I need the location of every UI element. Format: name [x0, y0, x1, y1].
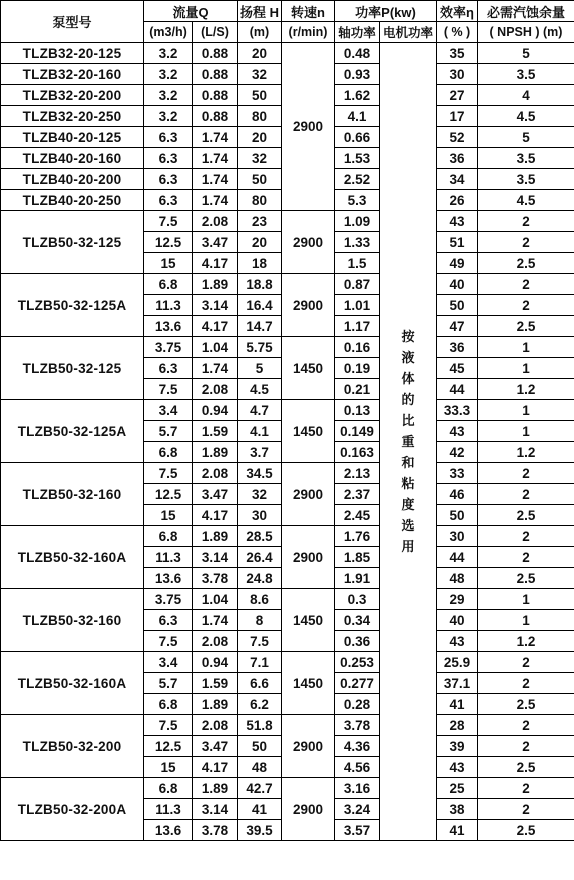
flow-ls-cell: 4.17: [193, 757, 238, 778]
efficiency-cell: 43: [437, 421, 478, 442]
flow-m3h-cell: 11.3: [144, 295, 193, 316]
header-flow: 流量Q: [144, 1, 238, 22]
flow-m3h-cell: 7.5: [144, 631, 193, 652]
flow-m3h-cell: 7.5: [144, 463, 193, 484]
efficiency-cell: 49: [437, 253, 478, 274]
shaft-power-cell: 0.28: [335, 694, 380, 715]
header-head: 扬程 H: [238, 1, 282, 22]
shaft-power-cell: 3.57: [335, 820, 380, 841]
head-cell: 26.4: [238, 547, 282, 568]
flow-ls-cell: 3.47: [193, 484, 238, 505]
table-row: [1, 337, 574, 358]
head-cell: 6.2: [238, 694, 282, 715]
npsh-cell: 2: [478, 736, 574, 757]
speed-cell: 2900: [282, 463, 335, 526]
motor-note-char: 体: [401, 371, 415, 386]
head-cell: 30: [238, 505, 282, 526]
head-cell: 4.1: [238, 421, 282, 442]
flow-ls-cell: 1.59: [193, 421, 238, 442]
head-cell: 24.8: [238, 568, 282, 589]
head-cell: 20: [238, 232, 282, 253]
flow-ls-cell: 3.78: [193, 568, 238, 589]
efficiency-cell: 52: [437, 127, 478, 148]
flow-ls-cell: 4.17: [193, 505, 238, 526]
efficiency-cell: 50: [437, 295, 478, 316]
efficiency-cell: 25.9: [437, 652, 478, 673]
shaft-power-cell: 0.16: [335, 337, 380, 358]
flow-m3h-cell: 3.75: [144, 589, 193, 610]
motor-power-note: [380, 43, 437, 841]
shaft-power-cell: 2.52: [335, 169, 380, 190]
model-cell: TLZB50-32-200: [1, 715, 144, 778]
model-cell: TLZB50-32-200A: [1, 778, 144, 841]
shaft-power-cell: 3.24: [335, 799, 380, 820]
flow-ls-cell: 0.88: [193, 106, 238, 127]
efficiency-cell: 37.1: [437, 673, 478, 694]
flow-ls-cell: 0.88: [193, 64, 238, 85]
table-row: [1, 211, 574, 232]
flow-ls-cell: 1.74: [193, 148, 238, 169]
npsh-cell: 2.5: [478, 757, 574, 778]
npsh-cell: 2: [478, 778, 574, 799]
npsh-cell: 1: [478, 421, 574, 442]
shaft-power-cell: 3.16: [335, 778, 380, 799]
shaft-power-cell: 2.13: [335, 463, 380, 484]
flow-m3h-cell: 6.3: [144, 169, 193, 190]
flow-ls-cell: 1.74: [193, 169, 238, 190]
header-npsh: 必需汽蚀余量: [478, 1, 574, 22]
efficiency-cell: 29: [437, 589, 478, 610]
header-unit-npsh: ( NPSH ) (m): [478, 22, 574, 43]
efficiency-cell: 30: [437, 64, 478, 85]
shaft-power-cell: 1.17: [335, 316, 380, 337]
efficiency-cell: 43: [437, 211, 478, 232]
npsh-cell: 4.5: [478, 190, 574, 211]
shaft-power-cell: 5.3: [335, 190, 380, 211]
flow-ls-cell: 1.89: [193, 526, 238, 547]
motor-note-char: 比: [401, 413, 415, 428]
efficiency-cell: 17: [437, 106, 478, 127]
head-cell: 18: [238, 253, 282, 274]
npsh-cell: 3.5: [478, 64, 574, 85]
flow-m3h-cell: 3.75: [144, 337, 193, 358]
shaft-power-cell: 1.33: [335, 232, 380, 253]
head-cell: 80: [238, 190, 282, 211]
efficiency-cell: 47: [437, 316, 478, 337]
head-cell: 34.5: [238, 463, 282, 484]
npsh-cell: 1.2: [478, 442, 574, 463]
npsh-cell: 2: [478, 232, 574, 253]
npsh-cell: 1: [478, 589, 574, 610]
flow-ls-cell: 2.08: [193, 379, 238, 400]
npsh-cell: 2: [478, 799, 574, 820]
npsh-cell: 2.5: [478, 568, 574, 589]
model-cell: TLZB40-20-125: [1, 127, 144, 148]
flow-ls-cell: 0.94: [193, 652, 238, 673]
efficiency-cell: 41: [437, 694, 478, 715]
efficiency-cell: 43: [437, 757, 478, 778]
flow-ls-cell: 1.89: [193, 442, 238, 463]
head-cell: 32: [238, 148, 282, 169]
flow-ls-cell: 1.74: [193, 358, 238, 379]
npsh-cell: 1: [478, 400, 574, 421]
model-cell: TLZB40-20-160: [1, 148, 144, 169]
flow-m3h-cell: 7.5: [144, 211, 193, 232]
flow-m3h-cell: 6.3: [144, 358, 193, 379]
npsh-cell: 2.5: [478, 253, 574, 274]
efficiency-cell: 51: [437, 232, 478, 253]
model-cell: TLZB32-20-200: [1, 85, 144, 106]
flow-m3h-cell: 6.8: [144, 274, 193, 295]
efficiency-cell: 40: [437, 610, 478, 631]
model-cell: TLZB50-32-125A: [1, 400, 144, 463]
speed-cell: 2900: [282, 274, 335, 337]
flow-m3h-cell: 6.8: [144, 778, 193, 799]
head-cell: 6.6: [238, 673, 282, 694]
efficiency-cell: 26: [437, 190, 478, 211]
shaft-power-cell: 1.5: [335, 253, 380, 274]
flow-ls-cell: 0.88: [193, 43, 238, 64]
motor-note-char: 用: [401, 539, 415, 554]
efficiency-cell: 25: [437, 778, 478, 799]
flow-m3h-cell: 6.3: [144, 190, 193, 211]
head-cell: 8.6: [238, 589, 282, 610]
flow-m3h-cell: 3.2: [144, 64, 193, 85]
efficiency-cell: 42: [437, 442, 478, 463]
npsh-cell: 3.5: [478, 148, 574, 169]
shaft-power-cell: 2.37: [335, 484, 380, 505]
npsh-cell: 2: [478, 463, 574, 484]
shaft-power-cell: 1.91: [335, 568, 380, 589]
npsh-cell: 3.5: [478, 169, 574, 190]
flow-m3h-cell: 11.3: [144, 547, 193, 568]
flow-m3h-cell: 7.5: [144, 379, 193, 400]
header-unit-ls: (L/S): [193, 22, 238, 43]
flow-m3h-cell: 13.6: [144, 316, 193, 337]
shaft-power-cell: 0.277: [335, 673, 380, 694]
table-row: [1, 43, 574, 64]
speed-cell: 1450: [282, 337, 335, 400]
header-shaft-power: 轴功率: [335, 22, 380, 43]
motor-note-char: 和: [401, 455, 415, 470]
flow-m3h-cell: 6.8: [144, 526, 193, 547]
efficiency-cell: 50: [437, 505, 478, 526]
header-unit-rpm: (r/min): [282, 22, 335, 43]
npsh-cell: 5: [478, 43, 574, 64]
shaft-power-cell: 1.01: [335, 295, 380, 316]
flow-m3h-cell: 6.8: [144, 442, 193, 463]
header-power: 功率P(kw): [335, 1, 437, 22]
head-cell: 50: [238, 169, 282, 190]
npsh-cell: 2.5: [478, 694, 574, 715]
npsh-cell: 2: [478, 673, 574, 694]
model-cell: TLZB32-20-160: [1, 64, 144, 85]
table-row: [1, 589, 574, 610]
speed-cell: 2900: [282, 715, 335, 778]
shaft-power-cell: 0.253: [335, 652, 380, 673]
speed-cell: 1450: [282, 589, 335, 652]
npsh-cell: 2.5: [478, 316, 574, 337]
npsh-cell: 2.5: [478, 820, 574, 841]
motor-note-char: 选: [401, 518, 415, 533]
head-cell: 23: [238, 211, 282, 232]
shaft-power-cell: 0.93: [335, 64, 380, 85]
flow-m3h-cell: 6.3: [144, 610, 193, 631]
model-cell: TLZB40-20-250: [1, 190, 144, 211]
efficiency-cell: 38: [437, 799, 478, 820]
shaft-power-cell: 1.62: [335, 85, 380, 106]
model-cell: TLZB50-32-160: [1, 463, 144, 526]
model-cell: TLZB50-32-160A: [1, 652, 144, 715]
npsh-cell: 2: [478, 652, 574, 673]
efficiency-cell: 41: [437, 820, 478, 841]
flow-m3h-cell: 6.3: [144, 148, 193, 169]
npsh-cell: 2: [478, 484, 574, 505]
shaft-power-cell: 4.1: [335, 106, 380, 127]
shaft-power-cell: 0.87: [335, 274, 380, 295]
shaft-power-cell: 1.85: [335, 547, 380, 568]
shaft-power-cell: 0.36: [335, 631, 380, 652]
motor-note-char: 粘: [401, 476, 415, 491]
table-row: [1, 778, 574, 799]
header-efficiency: 效率η: [437, 1, 478, 22]
flow-ls-cell: 1.74: [193, 127, 238, 148]
shaft-power-cell: 1.53: [335, 148, 380, 169]
flow-m3h-cell: 3.2: [144, 106, 193, 127]
head-cell: 4.7: [238, 400, 282, 421]
flow-ls-cell: 3.47: [193, 736, 238, 757]
flow-ls-cell: 3.14: [193, 799, 238, 820]
efficiency-cell: 28: [437, 715, 478, 736]
head-cell: 50: [238, 736, 282, 757]
head-cell: 50: [238, 85, 282, 106]
flow-ls-cell: 3.14: [193, 295, 238, 316]
flow-m3h-cell: 3.4: [144, 652, 193, 673]
shaft-power-cell: 1.76: [335, 526, 380, 547]
shaft-power-cell: 1.09: [335, 211, 380, 232]
model-cell: TLZB50-32-125A: [1, 274, 144, 337]
efficiency-cell: 44: [437, 547, 478, 568]
header-unit-pct: ( % ): [437, 22, 478, 43]
efficiency-cell: 36: [437, 148, 478, 169]
efficiency-cell: 39: [437, 736, 478, 757]
motor-note-char: 度: [401, 497, 415, 512]
flow-ls-cell: 1.59: [193, 673, 238, 694]
efficiency-cell: 40: [437, 274, 478, 295]
flow-m3h-cell: 6.3: [144, 127, 193, 148]
model-cell: TLZB50-32-160: [1, 589, 144, 652]
head-cell: 20: [238, 127, 282, 148]
model-cell: TLZB50-32-160A: [1, 526, 144, 589]
head-cell: 39.5: [238, 820, 282, 841]
head-cell: 32: [238, 484, 282, 505]
flow-ls-cell: 2.08: [193, 211, 238, 232]
model-cell: TLZB50-32-125: [1, 211, 144, 274]
head-cell: 51.8: [238, 715, 282, 736]
head-cell: 7.1: [238, 652, 282, 673]
efficiency-cell: 30: [437, 526, 478, 547]
flow-ls-cell: 0.88: [193, 85, 238, 106]
npsh-cell: 2: [478, 211, 574, 232]
npsh-cell: 5: [478, 127, 574, 148]
efficiency-cell: 46: [437, 484, 478, 505]
flow-ls-cell: 1.89: [193, 778, 238, 799]
flow-m3h-cell: 12.5: [144, 736, 193, 757]
shaft-power-cell: 4.56: [335, 757, 380, 778]
efficiency-cell: 48: [437, 568, 478, 589]
head-cell: 32: [238, 64, 282, 85]
speed-cell: 2900: [282, 526, 335, 589]
flow-m3h-cell: 6.8: [144, 694, 193, 715]
npsh-cell: 2: [478, 274, 574, 295]
flow-ls-cell: 3.47: [193, 232, 238, 253]
shaft-power-cell: 4.36: [335, 736, 380, 757]
header-model: 泵型号: [1, 1, 144, 43]
flow-ls-cell: 1.74: [193, 190, 238, 211]
head-cell: 5.75: [238, 337, 282, 358]
npsh-cell: 1: [478, 358, 574, 379]
npsh-cell: 1: [478, 337, 574, 358]
efficiency-cell: 44: [437, 379, 478, 400]
efficiency-cell: 27: [437, 85, 478, 106]
flow-ls-cell: 3.78: [193, 820, 238, 841]
shaft-power-cell: 0.3: [335, 589, 380, 610]
npsh-cell: 1.2: [478, 379, 574, 400]
model-cell: TLZB40-20-200: [1, 169, 144, 190]
npsh-cell: 4: [478, 85, 574, 106]
header-unit-m: (m): [238, 22, 282, 43]
head-cell: 14.7: [238, 316, 282, 337]
flow-m3h-cell: 15: [144, 505, 193, 526]
efficiency-cell: 34: [437, 169, 478, 190]
speed-cell: 2900: [282, 211, 335, 274]
shaft-power-cell: 0.34: [335, 610, 380, 631]
flow-ls-cell: 2.08: [193, 631, 238, 652]
flow-m3h-cell: 15: [144, 253, 193, 274]
npsh-cell: 2: [478, 295, 574, 316]
head-cell: 4.5: [238, 379, 282, 400]
head-cell: 41: [238, 799, 282, 820]
flow-m3h-cell: 12.5: [144, 232, 193, 253]
flow-m3h-cell: 3.2: [144, 43, 193, 64]
table-row: [1, 463, 574, 484]
flow-ls-cell: 2.08: [193, 715, 238, 736]
flow-m3h-cell: 3.2: [144, 85, 193, 106]
shaft-power-cell: 0.13: [335, 400, 380, 421]
model-cell: TLZB32-20-125: [1, 43, 144, 64]
flow-m3h-cell: 12.5: [144, 484, 193, 505]
head-cell: 7.5: [238, 631, 282, 652]
flow-ls-cell: 1.89: [193, 274, 238, 295]
flow-m3h-cell: 3.4: [144, 400, 193, 421]
head-cell: 3.7: [238, 442, 282, 463]
head-cell: 42.7: [238, 778, 282, 799]
head-cell: 18.8: [238, 274, 282, 295]
head-cell: 28.5: [238, 526, 282, 547]
efficiency-cell: 35: [437, 43, 478, 64]
shaft-power-cell: 0.21: [335, 379, 380, 400]
npsh-cell: 1.2: [478, 631, 574, 652]
shaft-power-cell: 0.19: [335, 358, 380, 379]
table-row: [1, 652, 574, 673]
shaft-power-cell: 2.45: [335, 505, 380, 526]
npsh-cell: 4.5: [478, 106, 574, 127]
flow-m3h-cell: 15: [144, 757, 193, 778]
model-cell: TLZB32-20-250: [1, 106, 144, 127]
model-cell: TLZB50-32-125: [1, 337, 144, 400]
head-cell: 80: [238, 106, 282, 127]
motor-note-char: 按: [401, 329, 415, 344]
table-row: [1, 526, 574, 547]
flow-m3h-cell: 7.5: [144, 715, 193, 736]
head-cell: 8: [238, 610, 282, 631]
motor-note-char: 液: [401, 350, 415, 365]
flow-ls-cell: 2.08: [193, 463, 238, 484]
motor-note-char: 重: [401, 434, 415, 449]
shaft-power-cell: 0.149: [335, 421, 380, 442]
shaft-power-cell: 0.66: [335, 127, 380, 148]
speed-cell: 2900: [282, 43, 335, 211]
flow-ls-cell: 1.04: [193, 589, 238, 610]
table-row: [1, 400, 574, 421]
table-row: [1, 715, 574, 736]
npsh-cell: 1: [478, 610, 574, 631]
shaft-power-cell: 0.48: [335, 43, 380, 64]
flow-ls-cell: 0.94: [193, 400, 238, 421]
speed-cell: 1450: [282, 400, 335, 463]
table-body: [1, 43, 574, 841]
head-cell: 20: [238, 43, 282, 64]
flow-m3h-cell: 13.6: [144, 568, 193, 589]
shaft-power-cell: 0.163: [335, 442, 380, 463]
speed-cell: 2900: [282, 778, 335, 841]
header-speed: 转速n: [282, 1, 335, 22]
efficiency-cell: 45: [437, 358, 478, 379]
table-row: [1, 274, 574, 295]
efficiency-cell: 36: [437, 337, 478, 358]
efficiency-cell: 43: [437, 631, 478, 652]
shaft-power-cell: 3.78: [335, 715, 380, 736]
flow-m3h-cell: 5.7: [144, 421, 193, 442]
speed-cell: 1450: [282, 652, 335, 715]
npsh-cell: 2: [478, 526, 574, 547]
header-unit-m3h: (m3/h): [144, 22, 193, 43]
flow-ls-cell: 1.89: [193, 694, 238, 715]
flow-ls-cell: 3.14: [193, 547, 238, 568]
head-cell: 16.4: [238, 295, 282, 316]
npsh-cell: 2: [478, 715, 574, 736]
efficiency-cell: 33.3: [437, 400, 478, 421]
flow-m3h-cell: 13.6: [144, 820, 193, 841]
flow-ls-cell: 4.17: [193, 253, 238, 274]
flow-ls-cell: 1.04: [193, 337, 238, 358]
head-cell: 48: [238, 757, 282, 778]
header-motor-power: 电机功率: [380, 22, 437, 43]
npsh-cell: 2: [478, 547, 574, 568]
flow-m3h-cell: 11.3: [144, 799, 193, 820]
flow-ls-cell: 1.74: [193, 610, 238, 631]
efficiency-cell: 33: [437, 463, 478, 484]
flow-m3h-cell: 5.7: [144, 673, 193, 694]
motor-note-char: 的: [401, 392, 415, 407]
head-cell: 5: [238, 358, 282, 379]
flow-ls-cell: 4.17: [193, 316, 238, 337]
npsh-cell: 2.5: [478, 505, 574, 526]
